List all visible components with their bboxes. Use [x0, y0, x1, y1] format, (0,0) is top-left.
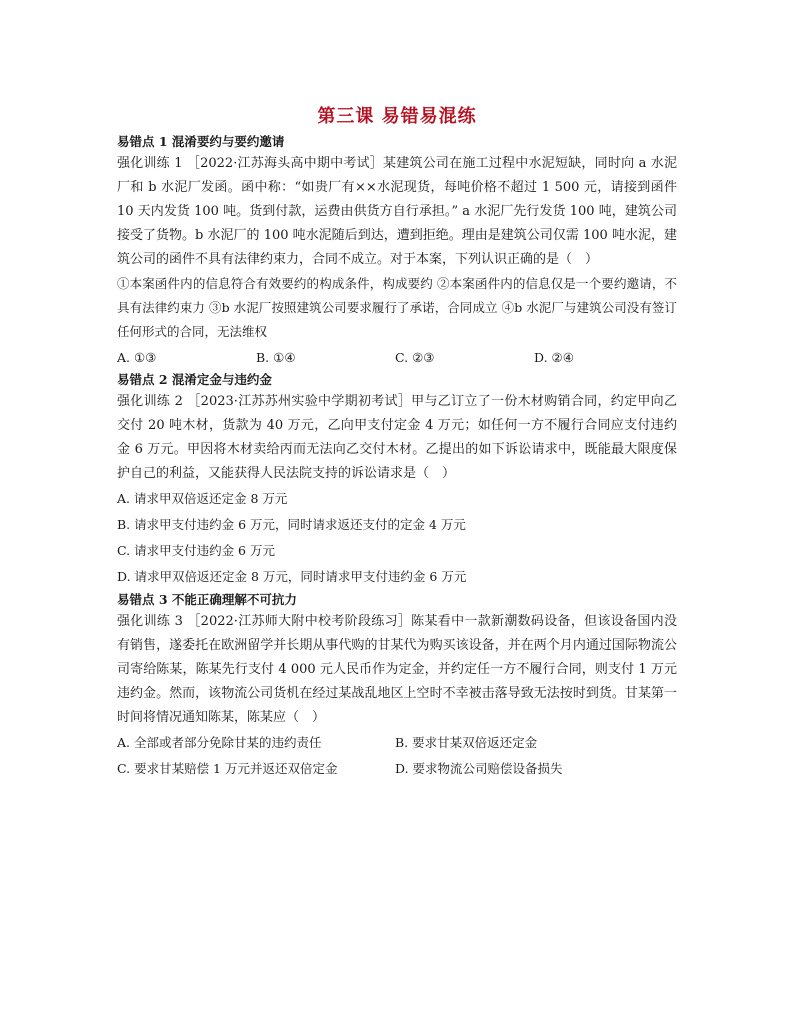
- section-1-question: 强化训练 1 ［2022·江苏海头高中期中考试］某建筑公司在施工过程中水泥短缺，同时向 a 水泥厂和 b 水泥厂发函。函中称：“如贵厂有××水泥现货，每吨价格不超过 1 500 元，请接到函件 10 天内发货 100 吨。货到付款，运费由供货方自行承担。” a 水泥厂先行发货 100 吨，建筑公司接受了货物。b 水泥厂的 100 吨水泥随后到达，遭到拒绝。理由是建筑公司仅需 100 吨水泥，建筑公司的函件不具有法律约束力，合同不成立。对于本案，下列认识正确的是（ ）: [117, 156, 677, 267]
- section-3-options-row-2: [117, 756, 677, 782]
- option-c[interactable]: C. 请求甲支付违约金 6 万元: [117, 543, 275, 558]
- section-3-options-row-1: [117, 730, 677, 756]
- option-a[interactable]: A. ①③: [117, 350, 157, 365]
- section-1-options: [117, 346, 677, 370]
- section-2-question: 强化训练 2 ［2023·江苏苏州实验中学期初考试］甲与乙订立了一份木材购销合同，约定甲向乙交付 20 吨木材，货款为 40 万元，乙向甲支付定金 4 万元；如任何一方不履行合同应支付违约金 6 万元。甲因将木材卖给丙而无法向乙交付木材。乙提出的如下诉讼请求中，既能最大限度保护自己的利益，又能获得人民法院支持的诉讼请求是（ ）: [117, 394, 677, 481]
- section-2-heading: 易错点 2 混淆定金与违约金: [117, 372, 272, 387]
- option-d[interactable]: D. 要求物流公司赔偿设备损失: [395, 761, 563, 776]
- option-b[interactable]: B. 要求甘某双倍返还定金: [395, 735, 538, 750]
- section-3-question: 强化训练 3 ［2022·江苏师大附中校考阶段练习］陈某看中一款新潮数码设备，但该设备国内没有销售，遂委托在欧洲留学并长期从事代购的甘某代为购买该设备，并在两个月内通过国际物流公司寄给陈某，陈某先行支付 4 000 元人民币作为定金，并约定任一方不履行合同，则支付 1 万元违约金。然而，该物流公司货机在经过某战乱地区上空时不幸被击落导致无法按时到货。甘某第一时间将情况通知陈某，陈某应（ ）: [117, 614, 677, 725]
- option-c[interactable]: C. 要求甘某赔偿 1 万元并返还双倍定金: [117, 761, 338, 776]
- option-c[interactable]: C. ②③: [395, 350, 435, 365]
- exercise-content: [117, 132, 677, 782]
- option-a[interactable]: A. 全部或者部分免除甘某的违约责任: [117, 735, 322, 750]
- option-d[interactable]: D. 请求甲双倍返还定金 8 万元，同时请求甲支付违约金 6 万元: [117, 569, 467, 584]
- page-title: 第三课 易错易混练: [317, 106, 477, 127]
- option-d[interactable]: D. ②④: [534, 350, 574, 365]
- option-a[interactable]: A. 请求甲双倍返还定金 8 万元: [117, 491, 288, 506]
- section-1-heading: 易错点 1 混淆要约与要约邀请: [117, 134, 285, 149]
- section-3: [117, 590, 677, 782]
- section-1: [117, 132, 677, 370]
- section-3-heading: 易错点 3 不能正确理解不可抗力: [117, 592, 297, 607]
- option-b[interactable]: B. ①④: [256, 350, 296, 365]
- section-2: [117, 370, 677, 590]
- section-1-statements: ①本案函件内的信息符合有效要约的构成条件，构成要约 ②本案函件内的信息仅是一个要约邀请，不具有法律约束力 ③b 水泥厂按照建筑公司要求履行了承诺，合同成立 ④b 水泥厂与建筑公司没有签订任何形式的合同，无法维权: [117, 276, 677, 339]
- option-b[interactable]: B. 请求甲支付违约金 6 万元，同时请求返还支付的定金 4 万元: [117, 517, 466, 532]
